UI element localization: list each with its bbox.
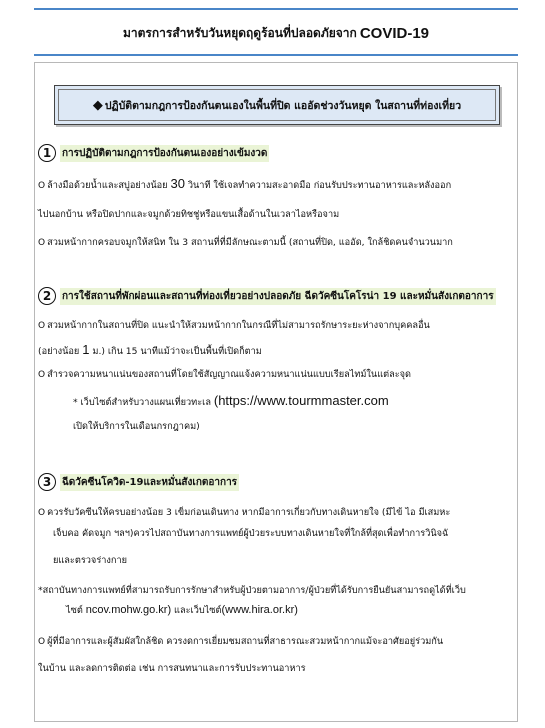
section-2-line-4: * เว็บไซต์สำหรับวางแผนเที่ยวทะเล (https://www.tourmmaster.com [73,393,389,408]
bullet-icon: O [38,508,46,518]
section-1-title: การปฏิบัติตามกฎการป้องกันตนเองอย่างเข้มงวด [60,145,269,162]
section-1-line-3: O สวมหน้ากากครอบจมูกให้สนิท ใน 3 สถานที่ที่มีลักษณะตามนี้ (สถานที่ปิด, แออัด, ใกล้ชิดคนจำนวนมาก [38,237,453,248]
section-2-line-5: เปิดให้บริการในเดือนกรกฎาคม) [73,421,200,432]
section-2-title: การใช้สถานที่พักผ่อนและสถานที่ท่องเที่ยวอย่างปลอดภัย ฉีดวัคซีนโคโรน่า 19 และหมั่นสังเกตอาการ [60,288,496,305]
section-3-heading [38,473,239,491]
section-2-heading [38,287,496,305]
section-2-line-1: O สวมหน้ากากในสถานที่ปิด แนะนำให้สวมหน้ากากในกรณีที่ไม่สามารถรักษาระยะห่างจากบุคคลอื่น [38,320,430,331]
section-3-number-icon: 3 [38,473,56,491]
top-rule [34,8,518,10]
section-3-line-6: O ผู้ที่มีอาการและผู้สัมผัสใกล้ชิด ควรงดการเยี่ยมชมสถานที่สาธารณะสวมหน้ากากแม้จะอาศัยอยู่ร่วมกัน [38,636,444,647]
title-covid: COVID-19 [359,24,429,42]
section-3-line-1: O ควรรับวัคซีนให้ครบอย่างน้อย 3 เข็มก่อนเดินทาง หากมีอาการเกี่ยวกับทางเดินหายใจ (มีไข้ ไอ มีเสมหะ [38,507,451,518]
section-1-heading [38,144,269,162]
section-2-line-2: (อย่างน้อย 1 ม.) เกิน 15 นาทีแม้ว่าจะเป็นพื้นที่เปิดก็ตาม [38,342,262,357]
section-2-line-3: O สำรวจความหนาแน่นของสถานที่โดยใช้สัญญาณแจ้งความหนาแน่นแบบเรียลไทม์ในแต่ละจุด [38,369,412,380]
banner-inner [58,89,496,121]
section-1-number-icon: 1 [38,144,56,162]
banner-text: ปฏิบัติตามกฎการป้องกันตนเองในพื้นที่ปิด แออัดช่วงวันหยุด ในสถานที่ท่องเที่ยว [104,99,462,112]
banner-box [54,85,500,125]
section-1-line-1: O ล้างมือด้วยน้ำและสบู่อย่างน้อย 30 วินาที ใช้เจลทำความสะอาดมือ ก่อนรับประทานอาหารและหลังออก [38,176,452,191]
section-3-title: ฉีดวัคซีนโควิด-19และหมั่นสังเกตอาการ [60,474,239,491]
title-rule [34,54,518,56]
bullet-icon: O [38,238,46,248]
bullet-icon: O [38,321,46,331]
section-3-line-2: เจ็บคอ คัดจมูก ฯลฯ)ควรไปสถาบันทางการแพทย์ผู้ป่วยระบบทางเดินหายใจที่ใกล้ที่สุดเพื่อทำการวินิจฉั [53,528,449,539]
bullet-icon: O [38,637,46,647]
section-3-line-3: ยและตรวจร่างกาย [53,555,127,566]
section-3-line-4: *สถาบันทางการแพทย์ที่สามารถรับการรักษาสำหรับผู้ป่วยตามอาการ/ผู้ป่วยที่ได้รับการยืนยันสามารถดูได้ที่เว็บ [38,585,466,596]
bullet-icon: O [38,181,46,191]
bullet-icon: O [38,370,46,380]
section-1-line-2: ไปนอกบ้าน หรือปิดปากและจมูกด้วยทิชชู่หรือแขนเสื้อด้านในเวลาไอหรือจาม [38,209,340,220]
section-3-line-7: ในบ้าน และลดการติดต่อ เช่น การสนทนาและการรับประทานอาหาร [38,663,306,674]
section-2-number-icon: 2 [38,287,56,305]
title-thai: มาตรการสำหรับวันหยุดฤดูร้อนที่ปลอดภัยจาก [122,25,357,40]
section-3-line-5: ไซต์ ncov.mohw.go.kr) และเว็บไซต์(www.hira.or.kr) [66,604,298,616]
document-title [34,14,518,52]
diamond-icon: ◆ [92,97,103,113]
